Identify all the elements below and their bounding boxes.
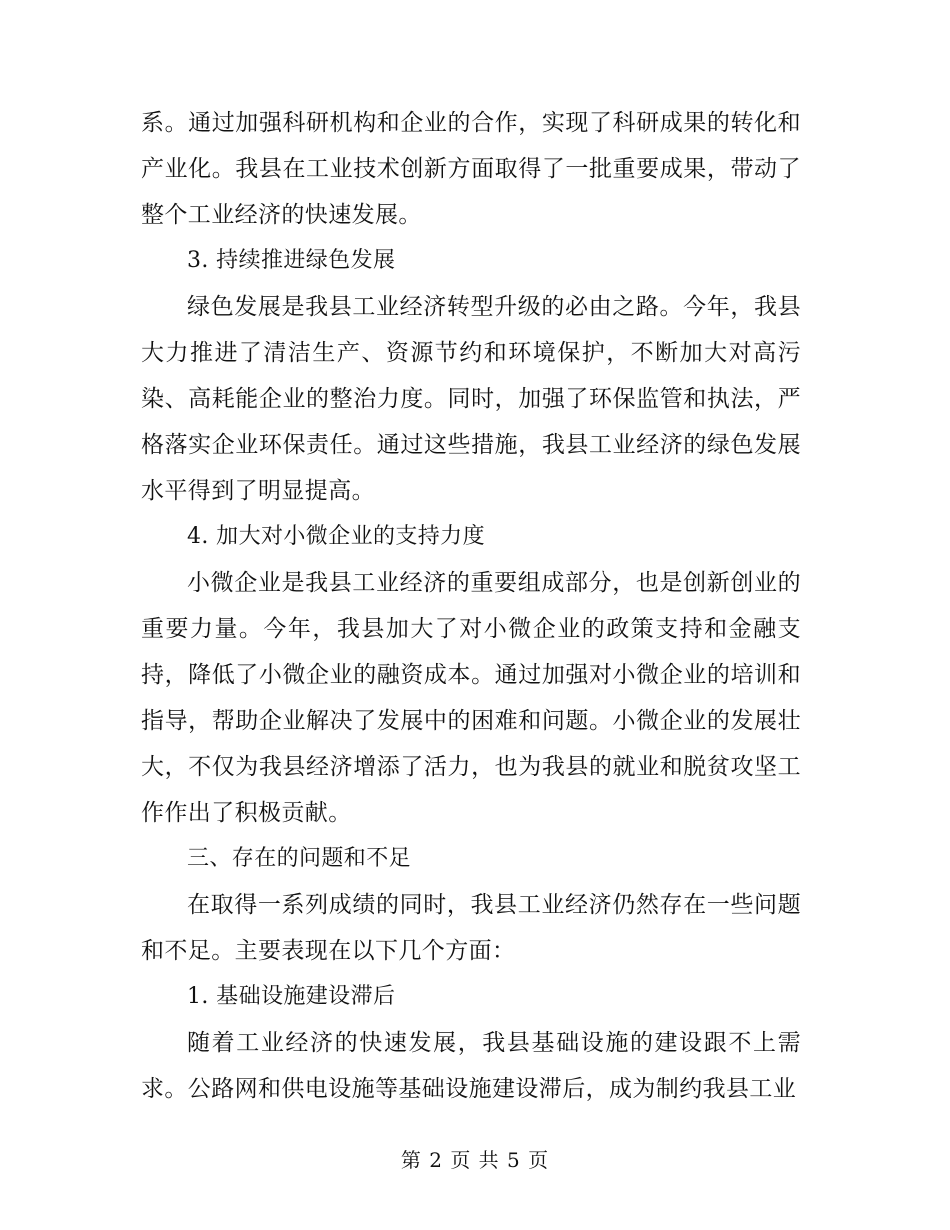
section-heading-infrastructure: 1. 基础设施建设滞后 [187,984,396,1009]
page-number-footer: 第 2 页 共 5 页 [400,1148,550,1172]
section-heading-problems: 三、存在的问题和不足 [187,846,412,871]
section-heading-small-enterprises: 4. 加大对小微企业的支持力度 [187,524,485,549]
document-body [141,100,801,1112]
paragraph-green-development: 绿色发展是我县工业经济转型升级的必由之路。今年，我县大力推进了清洁生产、资源节约和环境保护，不断加大对高污染、高耗能企业的整治力度。同时，加强了环保监管和执法，严格落实企业环保责任。通过这些措施，我县工业经济的绿色发展水平得到了明显提高。 [141,294,801,504]
section-heading-green-development: 3. 持续推进绿色发展 [187,248,396,273]
paragraph-small-enterprises: 小微企业是我县工业经济的重要组成部分，也是创新创业的重要力量。今年，我县加大了对小微企业的政策支持和金融支持，降低了小微企业的融资成本。通过加强对小微企业的培训和指导，帮助企业解决了发展中的困难和问题。小微企业的发展壮大，不仅为我县经济增添了活力，也为我县的就业和脱贫攻坚工作作出了积极贡献。 [141,570,801,826]
paragraph-infrastructure: 随着工业经济的快速发展，我县基础设施的建设跟不上需求。公路网和供电设施等基础设施建设滞后，成为制约我县工业 [141,1030,801,1102]
paragraph-continued: 系。通过加强科研机构和企业的合作，实现了科研成果的转化和产业化。我县在工业技术创新方面取得了一批重要成果，带动了整个工业经济的快速发展。 [141,110,801,228]
paragraph-problems-intro: 在取得一系列成绩的同时，我县工业经济仍然存在一些问题和不足。主要表现在以下几个方面： [141,892,801,964]
